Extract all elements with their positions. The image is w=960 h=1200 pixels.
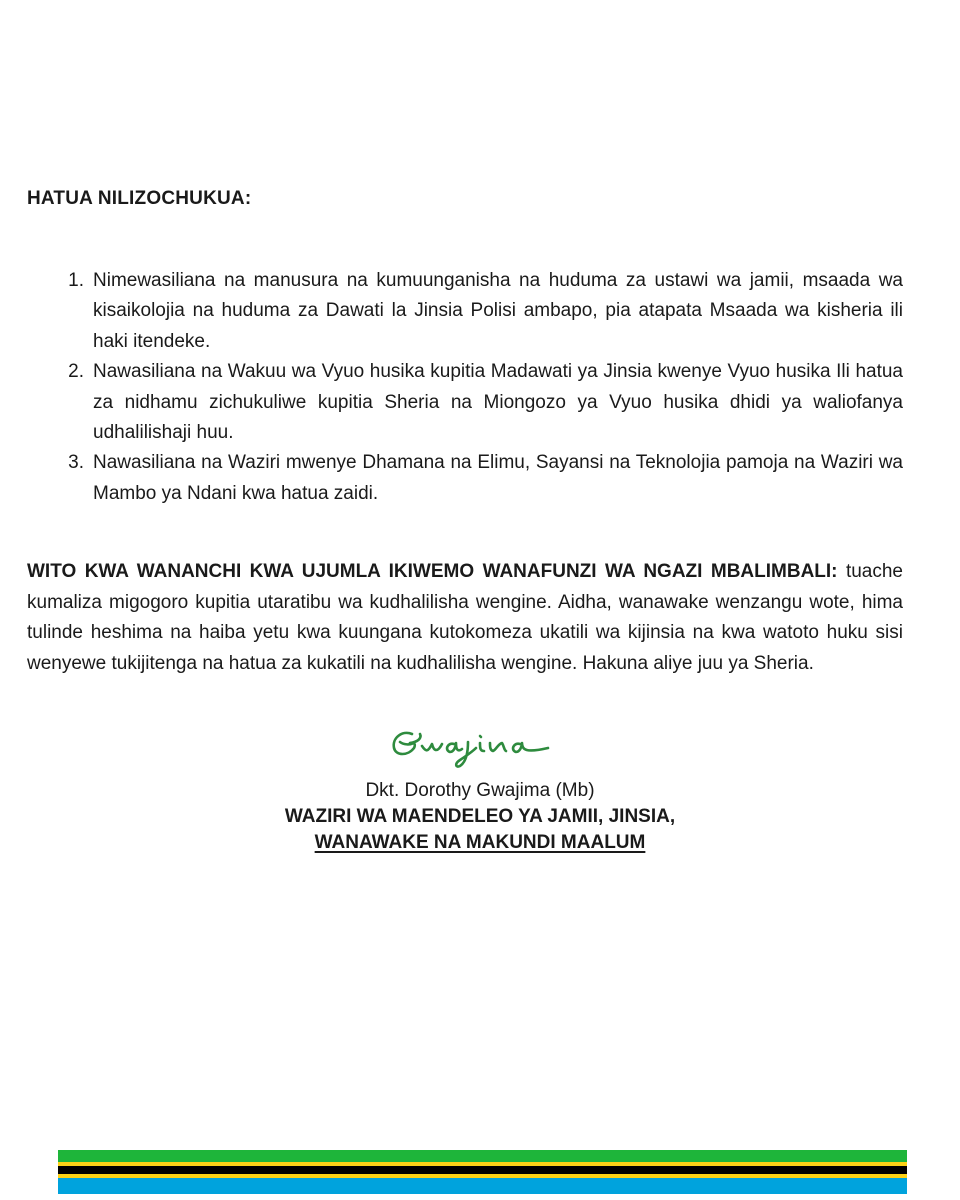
action-list [68, 266, 903, 509]
action-text: Nawasiliana na Waziri mwenye Dhamana na Elimu, Sayansi na Teknolojia pamoja na Waziri wa Mambo ya Ndani kwa hatua zaidi. [93, 452, 903, 504]
action-item [68, 448, 903, 509]
national-flag-strip [58, 1150, 907, 1194]
flag-green-band [58, 1150, 907, 1162]
signer-name: Dkt. Dorothy Gwajima (Mb) [365, 780, 595, 801]
appeal-body: tuache kumaliza migogoro kupitia utaratibu wa kudhalilisha wengine. Aidha, wanawake wenzangu wote, hima tulinde heshima na haiba yetu kwa kuungana kutokomeza ukatili wa kijinsia na kwa watoto huku sisi wenyewe tukijitenga na hatua za kukatili na kudhalilisha wengine. Hakuna aliye juu ya Sheria. [27, 561, 904, 674]
action-number: 2. [68, 361, 84, 383]
flag-black-band [58, 1166, 907, 1174]
section-heading: HATUA NILIZOCHUKUA: [27, 188, 252, 209]
appeal-heading: WITO KWA WANANCHI KWA UJUMLA IKIWEMO WANAFUNZI WA NGAZI MBALIMBALI: [27, 561, 838, 582]
action-text: Nimewasiliana na manusura na kumuunganisha na huduma za ustawi wa jamii, msaada wa kisaikolojia na huduma za Dawati la Jinsia Polisi ambapo, pia atapata Msaada wa kisheria ili haki itendeke. [93, 270, 903, 352]
action-number: 3. [68, 452, 84, 474]
action-item [68, 266, 903, 357]
signature-block [0, 712, 960, 856]
public-appeal [27, 557, 903, 679]
signer-title: WAZIRI WA MAENDELEO YA JAMII, JINSIA, [284, 806, 676, 827]
action-text: Nawasiliana na Wakuu wa Vyuo husika kupitia Madawati ya Jinsia kwenye Vyuo husika Ili hatua za nidhamu zichukuliwe kupitia Sheria na Miongozo ya Vyuo husika dhidi ya waliofanya udhalilishaji huu. [93, 361, 903, 444]
handwritten-signature [380, 712, 580, 772]
action-number: 1. [68, 270, 84, 291]
flag-blue-band [58, 1178, 907, 1194]
action-item [68, 357, 903, 448]
signer-title-continued: WANAWAKE NA MAKUNDI MAALUM [314, 832, 646, 853]
